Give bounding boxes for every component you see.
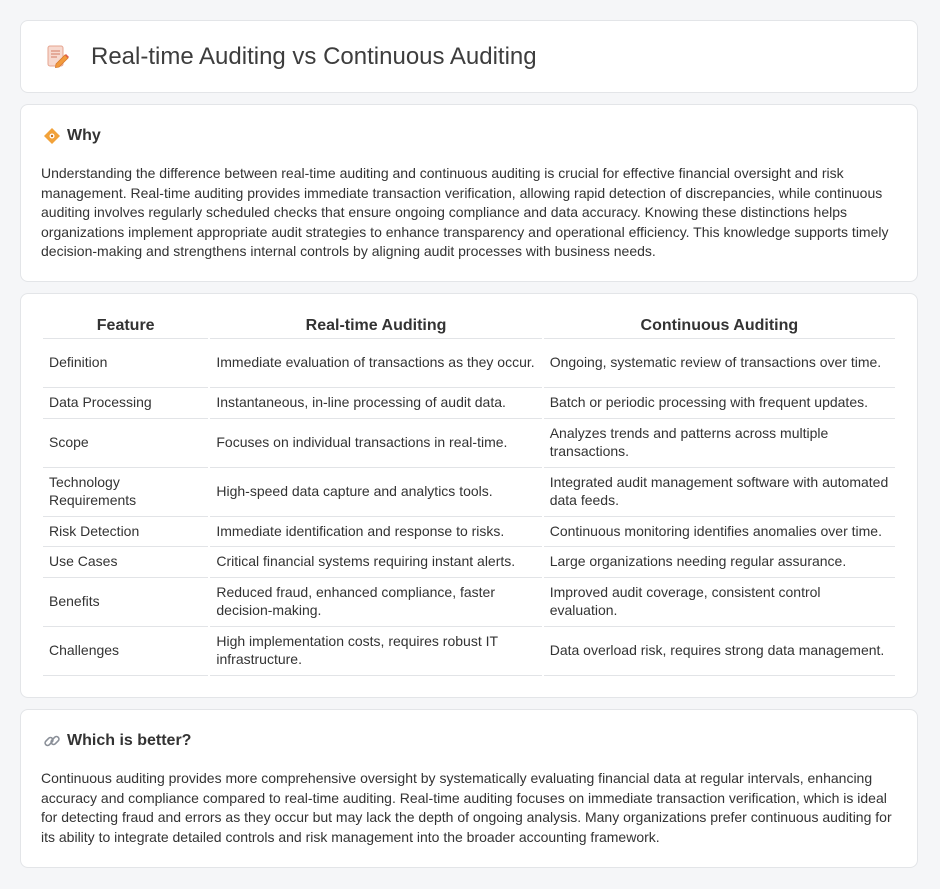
continuous-cell: Improved audit coverage, consistent control evaluation. xyxy=(544,578,895,627)
table-row xyxy=(43,339,895,388)
feature-cell: Technology Requirements xyxy=(43,468,208,517)
realtime-cell: High-speed data capture and analytics tools. xyxy=(210,468,541,517)
realtime-cell: High implementation costs, requires robust IT infrastructure. xyxy=(210,627,541,676)
feature-cell: Use Cases xyxy=(43,547,208,578)
table-row xyxy=(43,517,895,548)
table-row xyxy=(43,468,895,517)
continuous-cell: Ongoing, systematic review of transactions over time. xyxy=(544,339,895,388)
feature-cell: Risk Detection xyxy=(43,517,208,548)
table-row xyxy=(43,627,895,676)
realtime-cell: Reduced fraud, enhanced compliance, faster decision-making. xyxy=(210,578,541,627)
why-section xyxy=(20,104,918,282)
why-body: Understanding the difference between real-time auditing and continuous auditing is crucial for effective financial oversight and risk management. Real-time auditing provides immediate transaction verification, allowing rapid detection of discrepancies, while continuous auditing involves regularly scheduled checks that ensure ongoing compliance and data accuracy. Knowing these distinctions helps organizations implement appropriate audit strategies to enhance transparency and operational efficiency. This knowledge supports timely decision-making and strengthens internal controls by aligning audit processes with business needs. xyxy=(41,165,889,260)
column-header-continuous: Continuous Auditing xyxy=(544,314,895,339)
better-body: Continuous auditing provides more comprehensive oversight by systematically evaluating financial data at regular intervals, enhancing accuracy and compliance compared to real-time auditing. Real-time auditing focuses on immediate transaction verification, which is ideal for detecting fraud and errors as they occur but may lack the depth of ongoing analysis. Many organizations prefer continuous auditing for its ability to integrate detailed controls and risk management into the broader accounting framework. xyxy=(41,770,892,845)
realtime-cell: Critical financial systems requiring instant alerts. xyxy=(210,547,541,578)
table-row xyxy=(43,419,895,468)
which-is-better-section xyxy=(20,709,918,868)
feature-cell: Benefits xyxy=(43,578,208,627)
column-header-feature: Feature xyxy=(43,314,208,339)
continuous-cell: Data overload risk, requires strong data management. xyxy=(544,627,895,676)
document-pencil-icon xyxy=(47,44,69,70)
feature-cell: Definition xyxy=(43,339,208,388)
feature-cell: Challenges xyxy=(43,627,208,676)
puzzle-icon xyxy=(43,127,61,145)
continuous-cell: Batch or periodic processing with frequent updates. xyxy=(544,388,895,419)
continuous-cell: Integrated audit management software with automated data feeds. xyxy=(544,468,895,517)
page-title: Real-time Auditing vs Continuous Auditing xyxy=(91,43,537,70)
comparison-card xyxy=(20,293,918,698)
column-header-realtime: Real-time Auditing xyxy=(210,314,541,339)
table-row xyxy=(43,388,895,419)
table-row xyxy=(43,547,895,578)
feature-cell: Data Processing xyxy=(43,388,208,419)
table-row xyxy=(43,578,895,627)
realtime-cell: Focuses on individual transactions in real-time. xyxy=(210,419,541,468)
continuous-cell: Large organizations needing regular assurance. xyxy=(544,547,895,578)
comparison-table xyxy=(41,314,897,676)
why-heading: Why xyxy=(67,127,101,144)
better-heading: Which is better? xyxy=(67,732,192,749)
continuous-cell: Analyzes trends and patterns across multiple transactions. xyxy=(544,419,895,468)
realtime-cell: Immediate identification and response to risks. xyxy=(210,517,541,548)
table-header-row xyxy=(43,314,895,339)
realtime-cell: Instantaneous, in-line processing of audit data. xyxy=(210,388,541,419)
header-card xyxy=(20,20,918,93)
continuous-cell: Continuous monitoring identifies anomalies over time. xyxy=(544,517,895,548)
link-icon xyxy=(43,732,61,750)
realtime-cell: Immediate evaluation of transactions as they occur. xyxy=(210,339,541,388)
feature-cell: Scope xyxy=(43,419,208,468)
